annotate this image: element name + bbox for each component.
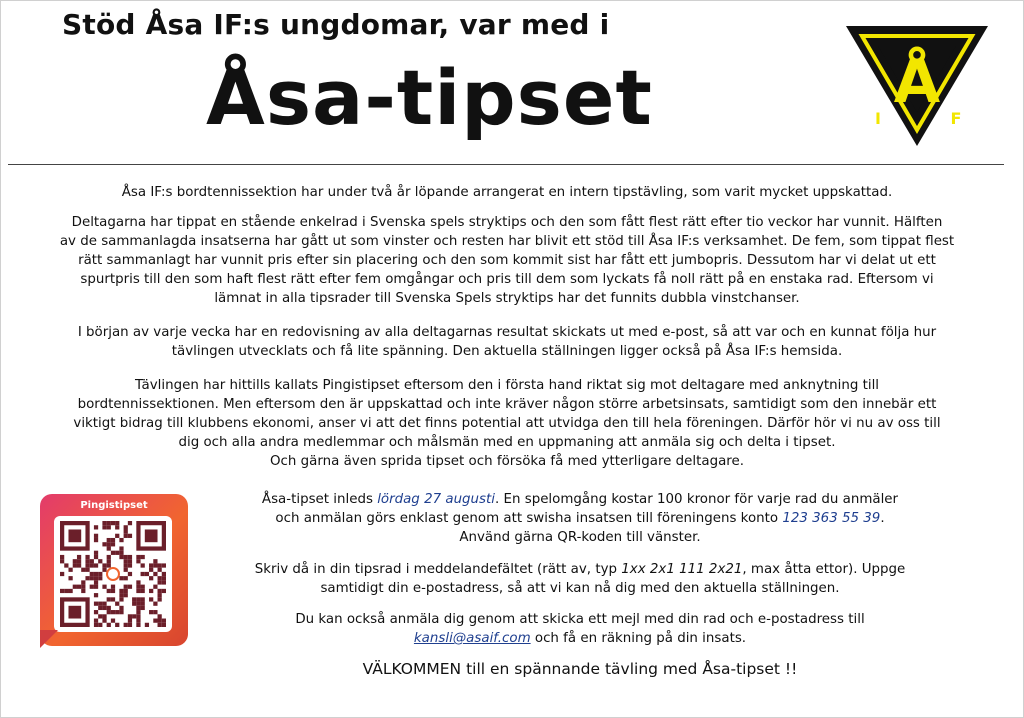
qr-module xyxy=(162,576,166,580)
qr-module xyxy=(158,597,162,601)
qr-module xyxy=(107,623,111,627)
qr-code[interactable] xyxy=(60,521,166,627)
qr-module xyxy=(115,551,119,555)
qr-label: Pingistipset xyxy=(80,500,148,511)
qr-module xyxy=(119,597,123,601)
start-line xyxy=(225,490,935,509)
rules-line: lämnat in alla tipsrader till Svenska Spels stryktips har det funnits dubbla vinstchanser. xyxy=(214,291,800,306)
qr-module xyxy=(98,576,102,580)
qr-module xyxy=(107,559,111,563)
message-text-end: , max åtta ettor). Uppge xyxy=(742,562,906,577)
qr-module xyxy=(149,610,153,614)
logo-right-letter: F xyxy=(950,109,962,128)
qr-module xyxy=(158,568,162,572)
qr-module xyxy=(98,559,102,563)
qr-module xyxy=(136,589,140,593)
qr-module xyxy=(68,568,72,572)
qr-module xyxy=(158,563,162,567)
qr-module xyxy=(158,614,162,618)
invitation-line: Tävlingen har hittills kallats Pingistipset eftersom den i första hand riktat sig mot deltagare med anknytning till xyxy=(134,378,880,393)
qr-module xyxy=(94,580,98,584)
qr-module xyxy=(119,555,123,559)
email-link-line xyxy=(225,629,935,648)
qr-module xyxy=(102,585,106,589)
qr-module xyxy=(68,576,72,580)
qr-module xyxy=(141,563,145,567)
qr-module xyxy=(136,602,140,606)
qr-module xyxy=(149,576,153,580)
invitation-line: dig och alla andra medlemmar och målsmän med en uppmaning att anmäla sig och delta i tipset. xyxy=(178,435,836,450)
qr-module xyxy=(119,576,123,580)
qr-module xyxy=(124,568,128,572)
qr-module xyxy=(124,593,128,597)
qr-card-tail xyxy=(40,630,58,648)
qr-module xyxy=(128,572,132,576)
qr-module xyxy=(98,602,102,606)
qr-module xyxy=(162,619,166,623)
qr-module xyxy=(94,538,98,542)
qr-module xyxy=(149,563,153,567)
qr-module xyxy=(115,521,119,525)
qr-module xyxy=(162,580,166,584)
qr-module xyxy=(77,585,81,589)
qr-module xyxy=(115,623,119,627)
qr-module xyxy=(128,534,132,538)
qr-module xyxy=(132,614,136,618)
qr-module xyxy=(158,623,162,627)
rules-line: spurtpris till den som haft flest rätt efter fem omgångar och pris till dem som lyckats få noll rätt på en enstaka rad. Eftersom vi xyxy=(80,272,934,287)
qr-module xyxy=(107,589,111,593)
qr-module xyxy=(107,563,111,567)
reporting-line: I början av varje vecka har en redovisning av alla deltagarnas resultat skickats ut med e-post, så att var och en kunnat följa hur xyxy=(77,325,937,340)
qr-module xyxy=(98,606,102,610)
qr-module xyxy=(73,563,77,567)
qr-module xyxy=(102,542,106,546)
rules-line: Deltagarna har tippat en stående enkelrad i Svenska spels stryktips och den som fått flest rätt efter tio veckor har vunnit. Hälften xyxy=(71,215,943,230)
qr-module xyxy=(132,602,136,606)
qr-module xyxy=(145,572,149,576)
qr-module xyxy=(94,572,98,576)
qr-module xyxy=(149,589,153,593)
start-info xyxy=(225,490,935,547)
qr-module xyxy=(94,593,98,597)
qr-module xyxy=(102,606,106,610)
qr-finder-core xyxy=(68,606,81,619)
qr-module xyxy=(73,559,77,563)
row-example: 1xx 2x1 111 2x21 xyxy=(621,562,743,577)
qr-module xyxy=(60,555,64,559)
qr-module xyxy=(111,610,115,614)
email-signup-info xyxy=(225,610,935,648)
swish-icon xyxy=(107,568,119,580)
qr-module xyxy=(115,525,119,529)
qr-module xyxy=(94,555,98,559)
invitation-line: Och gärna även sprida tipset och försöka få med ytterligare deltagare. xyxy=(270,454,744,469)
qr-module xyxy=(136,606,140,610)
qr-module xyxy=(136,614,140,618)
swish-text: och anmälan görs enklast genom att swisha insatsen till föreningens konto xyxy=(275,511,783,526)
qr-module xyxy=(98,572,102,576)
qr-module xyxy=(119,589,123,593)
qr-module xyxy=(128,559,132,563)
qr-module xyxy=(141,589,145,593)
qr-module xyxy=(158,576,162,580)
qr-module xyxy=(102,614,106,618)
club-logo xyxy=(832,6,1002,148)
qr-module xyxy=(162,563,166,567)
logo-left-letter: I xyxy=(875,109,881,128)
swish-line xyxy=(225,509,935,528)
message-info xyxy=(225,560,935,598)
qr-module xyxy=(153,610,157,614)
qr-module xyxy=(136,580,140,584)
qr-module xyxy=(149,568,153,572)
qr-module xyxy=(153,585,157,589)
qr-module xyxy=(162,589,166,593)
qr-module xyxy=(124,559,128,563)
qr-module xyxy=(119,593,123,597)
qr-module xyxy=(124,589,128,593)
qr-module xyxy=(107,538,111,542)
qr-module xyxy=(102,521,106,525)
qr-module xyxy=(85,563,89,567)
qr-module xyxy=(141,572,145,576)
qr-module xyxy=(153,563,157,567)
qr-module xyxy=(128,585,132,589)
qr-module xyxy=(81,585,85,589)
qr-module xyxy=(90,563,94,567)
qr-module xyxy=(136,597,140,601)
qr-module xyxy=(115,610,119,614)
qr-module xyxy=(90,585,94,589)
qr-module xyxy=(107,597,111,601)
qr-module xyxy=(141,606,145,610)
swish-account: 123 363 55 39 xyxy=(782,511,881,526)
qr-module xyxy=(158,589,162,593)
rules-line: rätt sammanlagt har vunnit pris efter sin placering och den som kommit sist har fått ett jumbopris. Dessutom har vi delat ut ett xyxy=(78,253,936,268)
qr-module xyxy=(77,555,81,559)
qr-module xyxy=(119,551,123,555)
qr-module xyxy=(94,619,98,623)
qr-module xyxy=(128,623,132,627)
qr-module xyxy=(60,559,64,563)
reporting-paragraph xyxy=(14,323,1000,361)
qr-module xyxy=(107,525,111,529)
qr-module xyxy=(115,534,119,538)
qr-finder-core xyxy=(68,529,81,542)
qr-module xyxy=(162,623,166,627)
qr-module xyxy=(124,576,128,580)
welcome-message: VÄLKOMMEN till en spännande tävling med Åsa-tipset !! xyxy=(362,660,798,678)
qr-module xyxy=(111,521,115,525)
qr-module xyxy=(132,597,136,601)
qr-module xyxy=(102,568,106,572)
email-signup-line: Du kan också anmäla dig genom att skicka ett mejl med din rad och e-postadress till xyxy=(295,612,865,627)
invoice-text: och få en räkning på din insats. xyxy=(530,631,747,646)
start-date: lördag 27 augusti xyxy=(377,492,495,507)
qr-module xyxy=(124,585,128,589)
qr-module xyxy=(73,585,77,589)
invitation-line: viktigt bidrag till klubbens ekonomi, anser vi att det finns potential att utvidga den till hela föreningen. Därför hör vi nu av oss till xyxy=(73,416,941,431)
qr-module xyxy=(85,576,89,580)
logo-letter: Å xyxy=(893,47,941,117)
qr-module xyxy=(102,563,106,567)
qr-module xyxy=(111,538,115,542)
qr-module xyxy=(60,572,64,576)
invitation-paragraph xyxy=(14,376,1000,471)
qr-module xyxy=(111,619,115,623)
invitation-line: bordtennissektionen. Men eftersom den är uppskattad och inte kräver någon större arbetsinsats, samtidigt som den innebär ett xyxy=(77,397,937,412)
qr-module xyxy=(77,563,81,567)
qr-hint: Använd gärna QR-koden till vänster. xyxy=(459,530,701,545)
qr-module xyxy=(102,525,106,529)
qr-module xyxy=(94,623,98,627)
message-line xyxy=(225,560,935,579)
qr-module xyxy=(124,529,128,533)
qr-module xyxy=(90,576,94,580)
qr-module xyxy=(90,559,94,563)
qr-module xyxy=(94,610,98,614)
qr-module xyxy=(107,610,111,614)
qr-module xyxy=(85,555,89,559)
qr-module xyxy=(158,619,162,623)
qr-module xyxy=(107,555,111,559)
qr-module xyxy=(94,534,98,538)
qr-module xyxy=(85,559,89,563)
qr-module xyxy=(153,619,157,623)
qr-module xyxy=(107,606,111,610)
qr-module xyxy=(124,525,128,529)
qr-module xyxy=(141,602,145,606)
qr-module xyxy=(111,589,115,593)
email-link[interactable]: kansli@asaif.com xyxy=(413,631,531,646)
qr-module xyxy=(107,521,111,525)
qr-finder-core xyxy=(145,529,158,542)
qr-module xyxy=(64,589,68,593)
qr-module xyxy=(124,555,128,559)
qr-module xyxy=(153,602,157,606)
header-divider xyxy=(8,164,1004,165)
qr-module xyxy=(107,546,111,550)
qr-module xyxy=(111,551,115,555)
price-text: . En spelomgång kostar 100 kronor för varje rad du anmäler xyxy=(495,492,899,507)
qr-module xyxy=(90,572,94,576)
qr-module xyxy=(141,585,145,589)
start-text: Åsa-tipset inleds xyxy=(261,492,378,507)
qr-module xyxy=(128,619,132,623)
qr-module xyxy=(60,589,64,593)
qr-module xyxy=(115,602,119,606)
intro-paragraph: Åsa IF:s bordtennissektion har under två år löpande arrangerat en intern tipstävling, som varit mycket uppskattad. xyxy=(121,185,893,200)
qr-module xyxy=(94,563,98,567)
qr-module xyxy=(98,614,102,618)
qr-module xyxy=(136,619,140,623)
qr-module xyxy=(94,551,98,555)
message-text: Skriv då in din tipsrad i meddelandefältet (rätt av, typ xyxy=(254,562,622,577)
qr-module xyxy=(81,580,85,584)
qr-module xyxy=(81,589,85,593)
qr-module xyxy=(94,585,98,589)
qr-module xyxy=(162,572,166,576)
qr-module xyxy=(85,568,89,572)
qr-module xyxy=(136,555,140,559)
qr-module xyxy=(136,610,140,614)
qr-module xyxy=(119,606,123,610)
qr-module xyxy=(124,563,128,567)
qr-module xyxy=(107,542,111,546)
rules-line: av de sammanlagda insatserna har gått ut som vinster och resten har blivit ett stöd till Åsa IF:s verksamhet. De fem, som tippat flest xyxy=(59,234,955,249)
qr-module xyxy=(81,568,85,572)
qr-module xyxy=(136,585,140,589)
qr-module xyxy=(141,555,145,559)
rules-paragraph xyxy=(14,213,1000,308)
qr-module xyxy=(94,602,98,606)
qr-module xyxy=(128,521,132,525)
qr-module xyxy=(102,619,106,623)
reporting-line: tävlingen utvecklats och få lite spänning. Den aktuella ställningen ligger också på Åsa IF:s hemsida. xyxy=(171,344,843,359)
page-title: Åsa-tipset xyxy=(206,53,653,142)
qr-module xyxy=(119,538,123,542)
qr-module xyxy=(111,542,115,546)
qr-module xyxy=(153,559,157,563)
swish-text-end: . xyxy=(880,511,885,526)
qr-module xyxy=(68,589,72,593)
qr-module xyxy=(94,525,98,529)
qr-module xyxy=(149,597,153,601)
qr-module xyxy=(111,585,115,589)
qr-module xyxy=(136,623,140,627)
qr-module xyxy=(128,563,132,567)
email-request-line: samtidigt din e-postadress, så att vi kan nå dig med den aktuella ställningen. xyxy=(320,581,840,596)
qr-module xyxy=(158,593,162,597)
qr-module xyxy=(153,572,157,576)
qr-module xyxy=(119,546,123,550)
qr-module xyxy=(98,623,102,627)
qr-module xyxy=(136,559,140,563)
qr-module xyxy=(94,576,98,580)
header-subtitle: Stöd Åsa IF:s ungdomar, var med i xyxy=(62,8,610,41)
qr-module xyxy=(124,534,128,538)
qr-module xyxy=(128,614,132,618)
qr-module xyxy=(124,623,128,627)
swish-qr-card[interactable] xyxy=(40,494,188,646)
qr-module xyxy=(145,623,149,627)
qr-module xyxy=(111,597,115,601)
qr-module xyxy=(64,563,68,567)
qr-module xyxy=(102,602,106,606)
qr-module xyxy=(77,559,81,563)
qr-module xyxy=(158,580,162,584)
qr-module xyxy=(128,555,132,559)
qr-module xyxy=(141,597,145,601)
qr-module xyxy=(119,610,123,614)
